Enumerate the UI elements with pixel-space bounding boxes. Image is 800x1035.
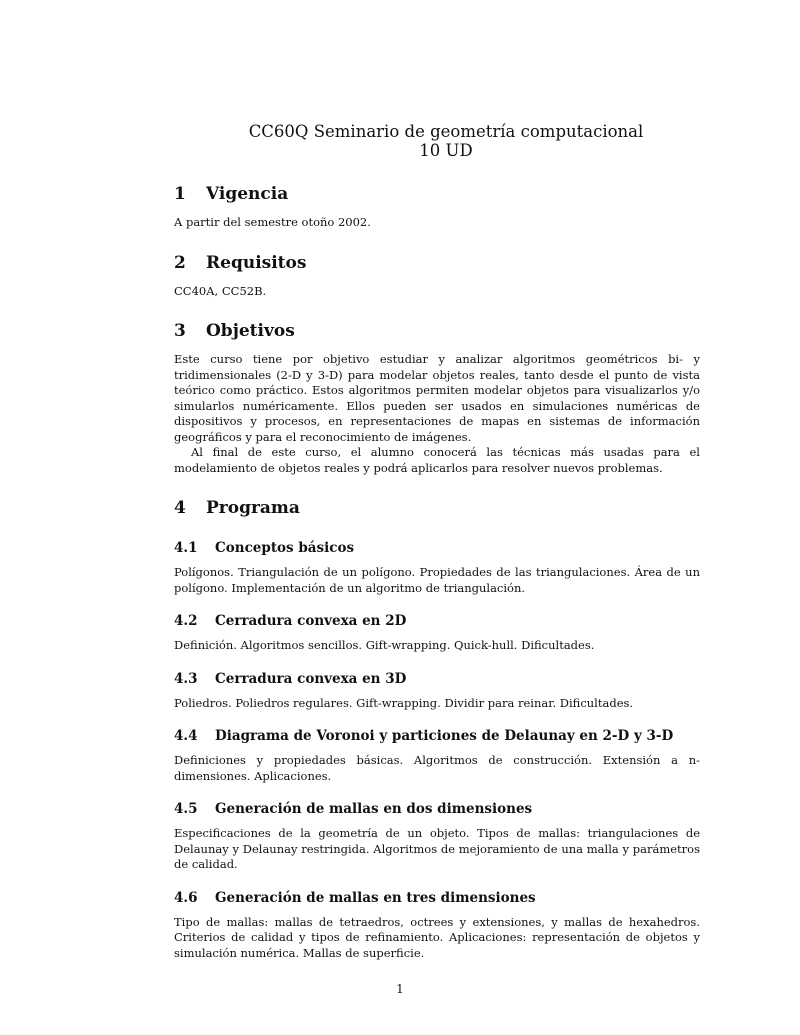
subsection-mallas-2d <box>174 801 700 873</box>
section-title: Requisitos <box>206 252 307 273</box>
section-paragraph: CC40A, CC52B. <box>174 283 267 298</box>
subsection-conceptos-basicos <box>174 540 700 596</box>
section-objetivos <box>174 321 700 476</box>
document-page <box>174 122 700 961</box>
subsection-paragraph: Definición. Algoritmos sencillos. Gift-wrapping. Quick-hull. Dificultades. <box>174 638 595 652</box>
title-line-units: 10 UD <box>419 141 473 160</box>
subsection-heading <box>174 801 700 817</box>
section-number: 2 <box>174 252 186 273</box>
subsection-heading <box>174 728 700 744</box>
subsection-number: 4.5 <box>174 801 198 817</box>
subsection-number: 4.2 <box>174 613 198 629</box>
section-heading <box>174 184 700 204</box>
subsection-heading <box>174 890 700 906</box>
section-number: 1 <box>174 184 186 204</box>
subsection-title: Generación de mallas en dos dimensiones <box>215 801 533 817</box>
section-title: Objetivos <box>206 321 295 341</box>
subsection-paragraph: Tipo de mallas: mallas de tetraedros, octrees y extensiones, y mallas de hexahedros. Criterios de calidad y tipos de refinamiento. Aplicaciones: representación de objetos y simulación numérica. Mallas de superficie. <box>174 914 700 960</box>
section-requisitos <box>174 253 700 300</box>
subsection-title: Conceptos básicos <box>215 540 355 556</box>
subsection-title: Generación de mallas en tres dimensiones <box>215 889 536 906</box>
subsection-paragraph: Especificaciones de la geometría de un objeto. Tipos de mallas: triangulaciones de Delaunay y Delaunay restringida. Algoritmos de mejoramiento de una malla y parámetros de calidad. <box>174 826 700 871</box>
subsection-heading <box>174 613 700 629</box>
section-vigencia <box>174 184 700 231</box>
subsection-paragraph: Poliedros. Poliedros regulares. Gift-wrapping. Dividir para reinar. Dificultades. <box>174 695 634 710</box>
section-title: Programa <box>206 498 300 518</box>
subsection-cerradura-3d <box>174 671 700 712</box>
subsection-paragraph: Polígonos. Triangulación de un polígono. Propiedades de las triangulaciones. Área de un polígono. Implementación de un algoritmo de triangulación. <box>174 565 700 595</box>
subsection-mallas-3d <box>174 890 700 962</box>
subsection-heading <box>174 671 700 687</box>
section-title: Vigencia <box>206 184 289 204</box>
subsection-title: Cerradura convexa en 2D <box>215 613 407 629</box>
section-heading <box>174 498 700 518</box>
page-number: 1 <box>396 982 404 996</box>
subsection-number: 4.4 <box>174 728 198 744</box>
section-paragraph: Este curso tiene por objetivo estudiar y analizar algoritmos geométricos bi- y tridimensionales (2-D y 3-D) para modelar objetos reales, tanto desde el punto de vista teórico como práctico. Estos algoritmos permiten modelar objetos para visualizarlos y/o simularlos numéricamente. Ellos pueden ser usados en simulaciones numéricas de dispositivos y procesos, en representaciones de mapas en sistemas de información geográficos y para el reconocimiento de imágenes. <box>174 352 700 444</box>
title-line-course: CC60Q Seminario de geometría computacional <box>248 122 644 141</box>
section-programa <box>174 498 700 961</box>
section-paragraph: A partir del semestre otoño 2002. <box>174 215 371 229</box>
section-paragraph: Al final de este curso, el alumno conocerá las técnicas más usadas para el modelamiento de objetos reales y podrá aplicarlos para resolver nuevos problemas. <box>174 445 700 475</box>
subsection-number: 4.1 <box>174 540 198 556</box>
subsection-number: 4.6 <box>174 889 198 906</box>
section-number: 4 <box>174 498 186 518</box>
subsection-title: Diagrama de Voronoi y particiones de Delaunay en 2-D y 3-D <box>215 728 674 744</box>
subsection-number: 4.3 <box>174 670 198 687</box>
subsection-cerradura-2d <box>174 613 700 654</box>
document-title <box>183 122 709 160</box>
subsection-title: Cerradura convexa en 3D <box>215 670 407 687</box>
section-number: 3 <box>174 321 186 341</box>
subsection-heading <box>174 540 700 556</box>
section-heading <box>174 321 700 341</box>
subsection-paragraph: Definiciones y propiedades básicas. Algoritmos de construcción. Extensión a n-dimensiones. Aplicaciones. <box>174 753 700 783</box>
subsection-voronoi-delaunay <box>174 728 700 784</box>
section-heading <box>174 253 700 273</box>
